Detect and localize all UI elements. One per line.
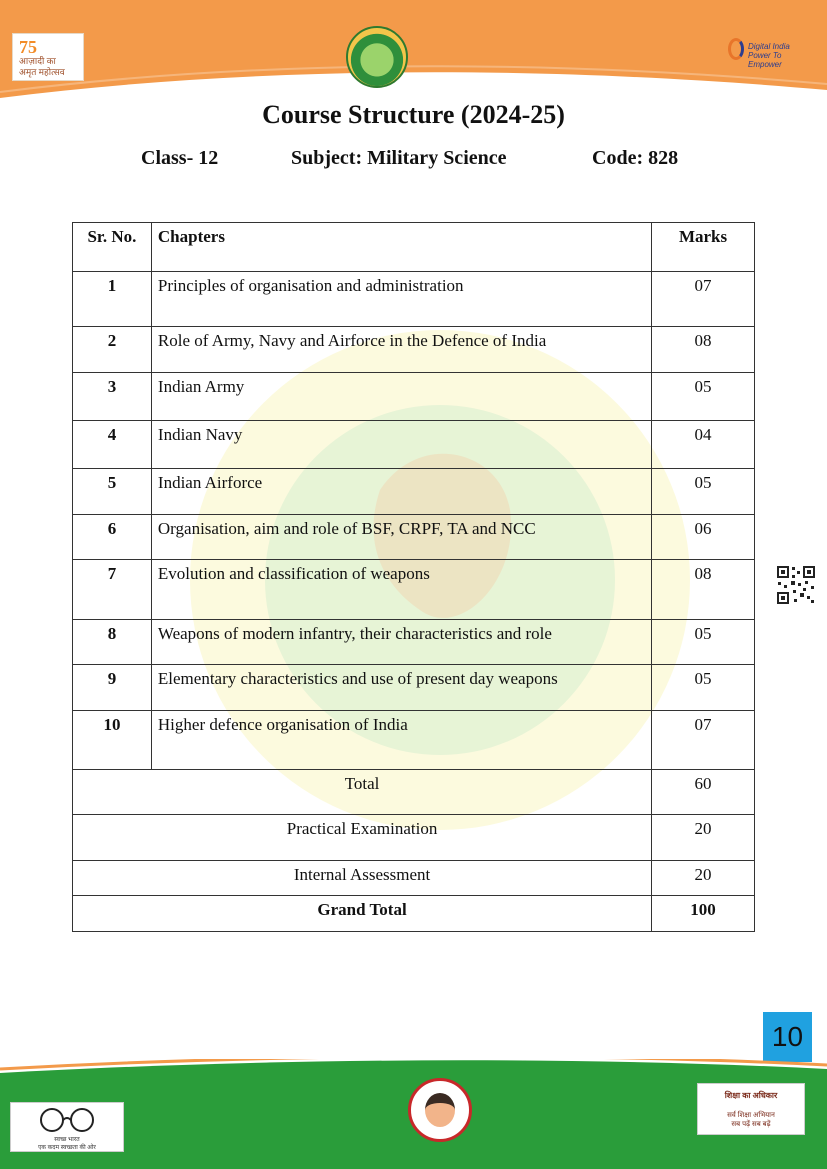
row-marks: 05 — [652, 620, 755, 665]
girl-face-icon — [425, 1093, 455, 1127]
row-sr-no: 2 — [73, 327, 152, 373]
header-chapters: Chapters — [151, 223, 651, 272]
swachh-bharat-logo — [10, 1102, 124, 1152]
glasses-icon — [32, 1103, 102, 1133]
azadi-logo-line2: अमृत महोत्सव — [19, 67, 65, 77]
row-marks: 05 — [652, 373, 755, 421]
row-chapter: Evolution and classification of weapons — [151, 560, 651, 620]
shiksha-line1: शिक्षा का अधिकार — [724, 1091, 778, 1100]
row-marks: 07 — [652, 272, 755, 327]
azadi-logo-line1: आज़ादी का — [19, 56, 56, 66]
row-chapter: Organisation, aim and role of BSF, CRPF, TA and NCC — [151, 515, 651, 560]
summary-row-internal — [73, 861, 755, 896]
class-label: Class- 12 — [141, 147, 219, 169]
row-sr-no: 1 — [73, 272, 152, 327]
summary-row-total — [73, 770, 755, 815]
table-row — [73, 327, 755, 373]
summary-row-practical — [73, 815, 755, 861]
table-row — [73, 373, 755, 421]
course-structure-table — [72, 222, 755, 932]
table-row — [73, 620, 755, 665]
table-row — [73, 272, 755, 327]
practical-marks: 20 — [652, 815, 755, 861]
table-row — [73, 421, 755, 469]
row-sr-no: 4 — [73, 421, 152, 469]
table-header-row — [73, 223, 755, 272]
row-marks: 05 — [652, 665, 755, 711]
row-chapter: Indian Navy — [151, 421, 651, 469]
digital-india-line2: Power To Empower — [748, 51, 782, 69]
row-sr-no: 5 — [73, 469, 152, 515]
header-band — [0, 0, 827, 100]
row-marks: 07 — [652, 711, 755, 770]
grand-total-marks: 100 — [652, 896, 755, 932]
subject-label: Subject: Military Science — [291, 147, 507, 169]
table-row — [73, 560, 755, 620]
grand-total-label: Grand Total — [73, 896, 652, 932]
row-sr-no: 6 — [73, 515, 152, 560]
digital-india-icon — [728, 38, 744, 60]
row-sr-no: 10 — [73, 711, 152, 770]
summary-row-grand-total — [73, 896, 755, 932]
header-marks: Marks — [652, 223, 755, 272]
haryana-school-board-emblem — [346, 26, 408, 88]
shiksha-ka-adhikar-logo — [697, 1083, 805, 1135]
swachh-bharat-line1: स्वच्छ भारत — [54, 1137, 80, 1143]
row-sr-no: 3 — [73, 373, 152, 421]
azadi-logo-number: 75 — [19, 37, 37, 57]
digital-india-line1: Digital India — [748, 42, 790, 51]
internal-marks: 20 — [652, 861, 755, 896]
header-sr-no: Sr. No. — [73, 223, 152, 272]
row-chapter: Higher defence organisation of India — [151, 711, 651, 770]
shiksha-line3: सब पढ़ें सब बढ़ें — [731, 1121, 771, 1128]
row-marks: 08 — [652, 327, 755, 373]
table-row — [73, 515, 755, 560]
page-number: 10 — [763, 1012, 812, 1062]
page-title: Course Structure (2024-25) — [262, 100, 565, 129]
row-chapter: Principles of organisation and administration — [151, 272, 651, 327]
row-sr-no: 7 — [73, 560, 152, 620]
table-row — [73, 665, 755, 711]
row-marks: 06 — [652, 515, 755, 560]
row-chapter: Elementary characteristics and use of present day weapons — [151, 665, 651, 711]
row-chapter: Weapons of modern infantry, their characteristics and role — [151, 620, 651, 665]
code-label: Code: 828 — [592, 147, 679, 169]
table-row — [73, 711, 755, 770]
beti-padhao-logo — [408, 1078, 472, 1142]
internal-label: Internal Assessment — [73, 861, 652, 896]
row-marks: 05 — [652, 469, 755, 515]
table-row — [73, 469, 755, 515]
digital-india-logo — [728, 36, 798, 69]
row-chapter: Role of Army, Navy and Airforce in the Defence of India — [151, 327, 651, 373]
row-marks: 04 — [652, 421, 755, 469]
azadi-ka-amrit-mahotsav-logo — [12, 33, 84, 81]
total-marks: 60 — [652, 770, 755, 815]
row-marks: 08 — [652, 560, 755, 620]
row-sr-no: 8 — [73, 620, 152, 665]
total-label: Total — [73, 770, 652, 815]
row-sr-no: 9 — [73, 665, 152, 711]
practical-label: Practical Examination — [73, 815, 652, 861]
qr-code-icon — [776, 565, 816, 605]
row-chapter: Indian Army — [151, 373, 651, 421]
row-chapter: Indian Airforce — [151, 469, 651, 515]
shiksha-line2: सर्व शिक्षा अभियान — [727, 1112, 775, 1119]
swachh-bharat-line2: एक कदम स्वच्छता की ओर — [38, 1145, 96, 1151]
